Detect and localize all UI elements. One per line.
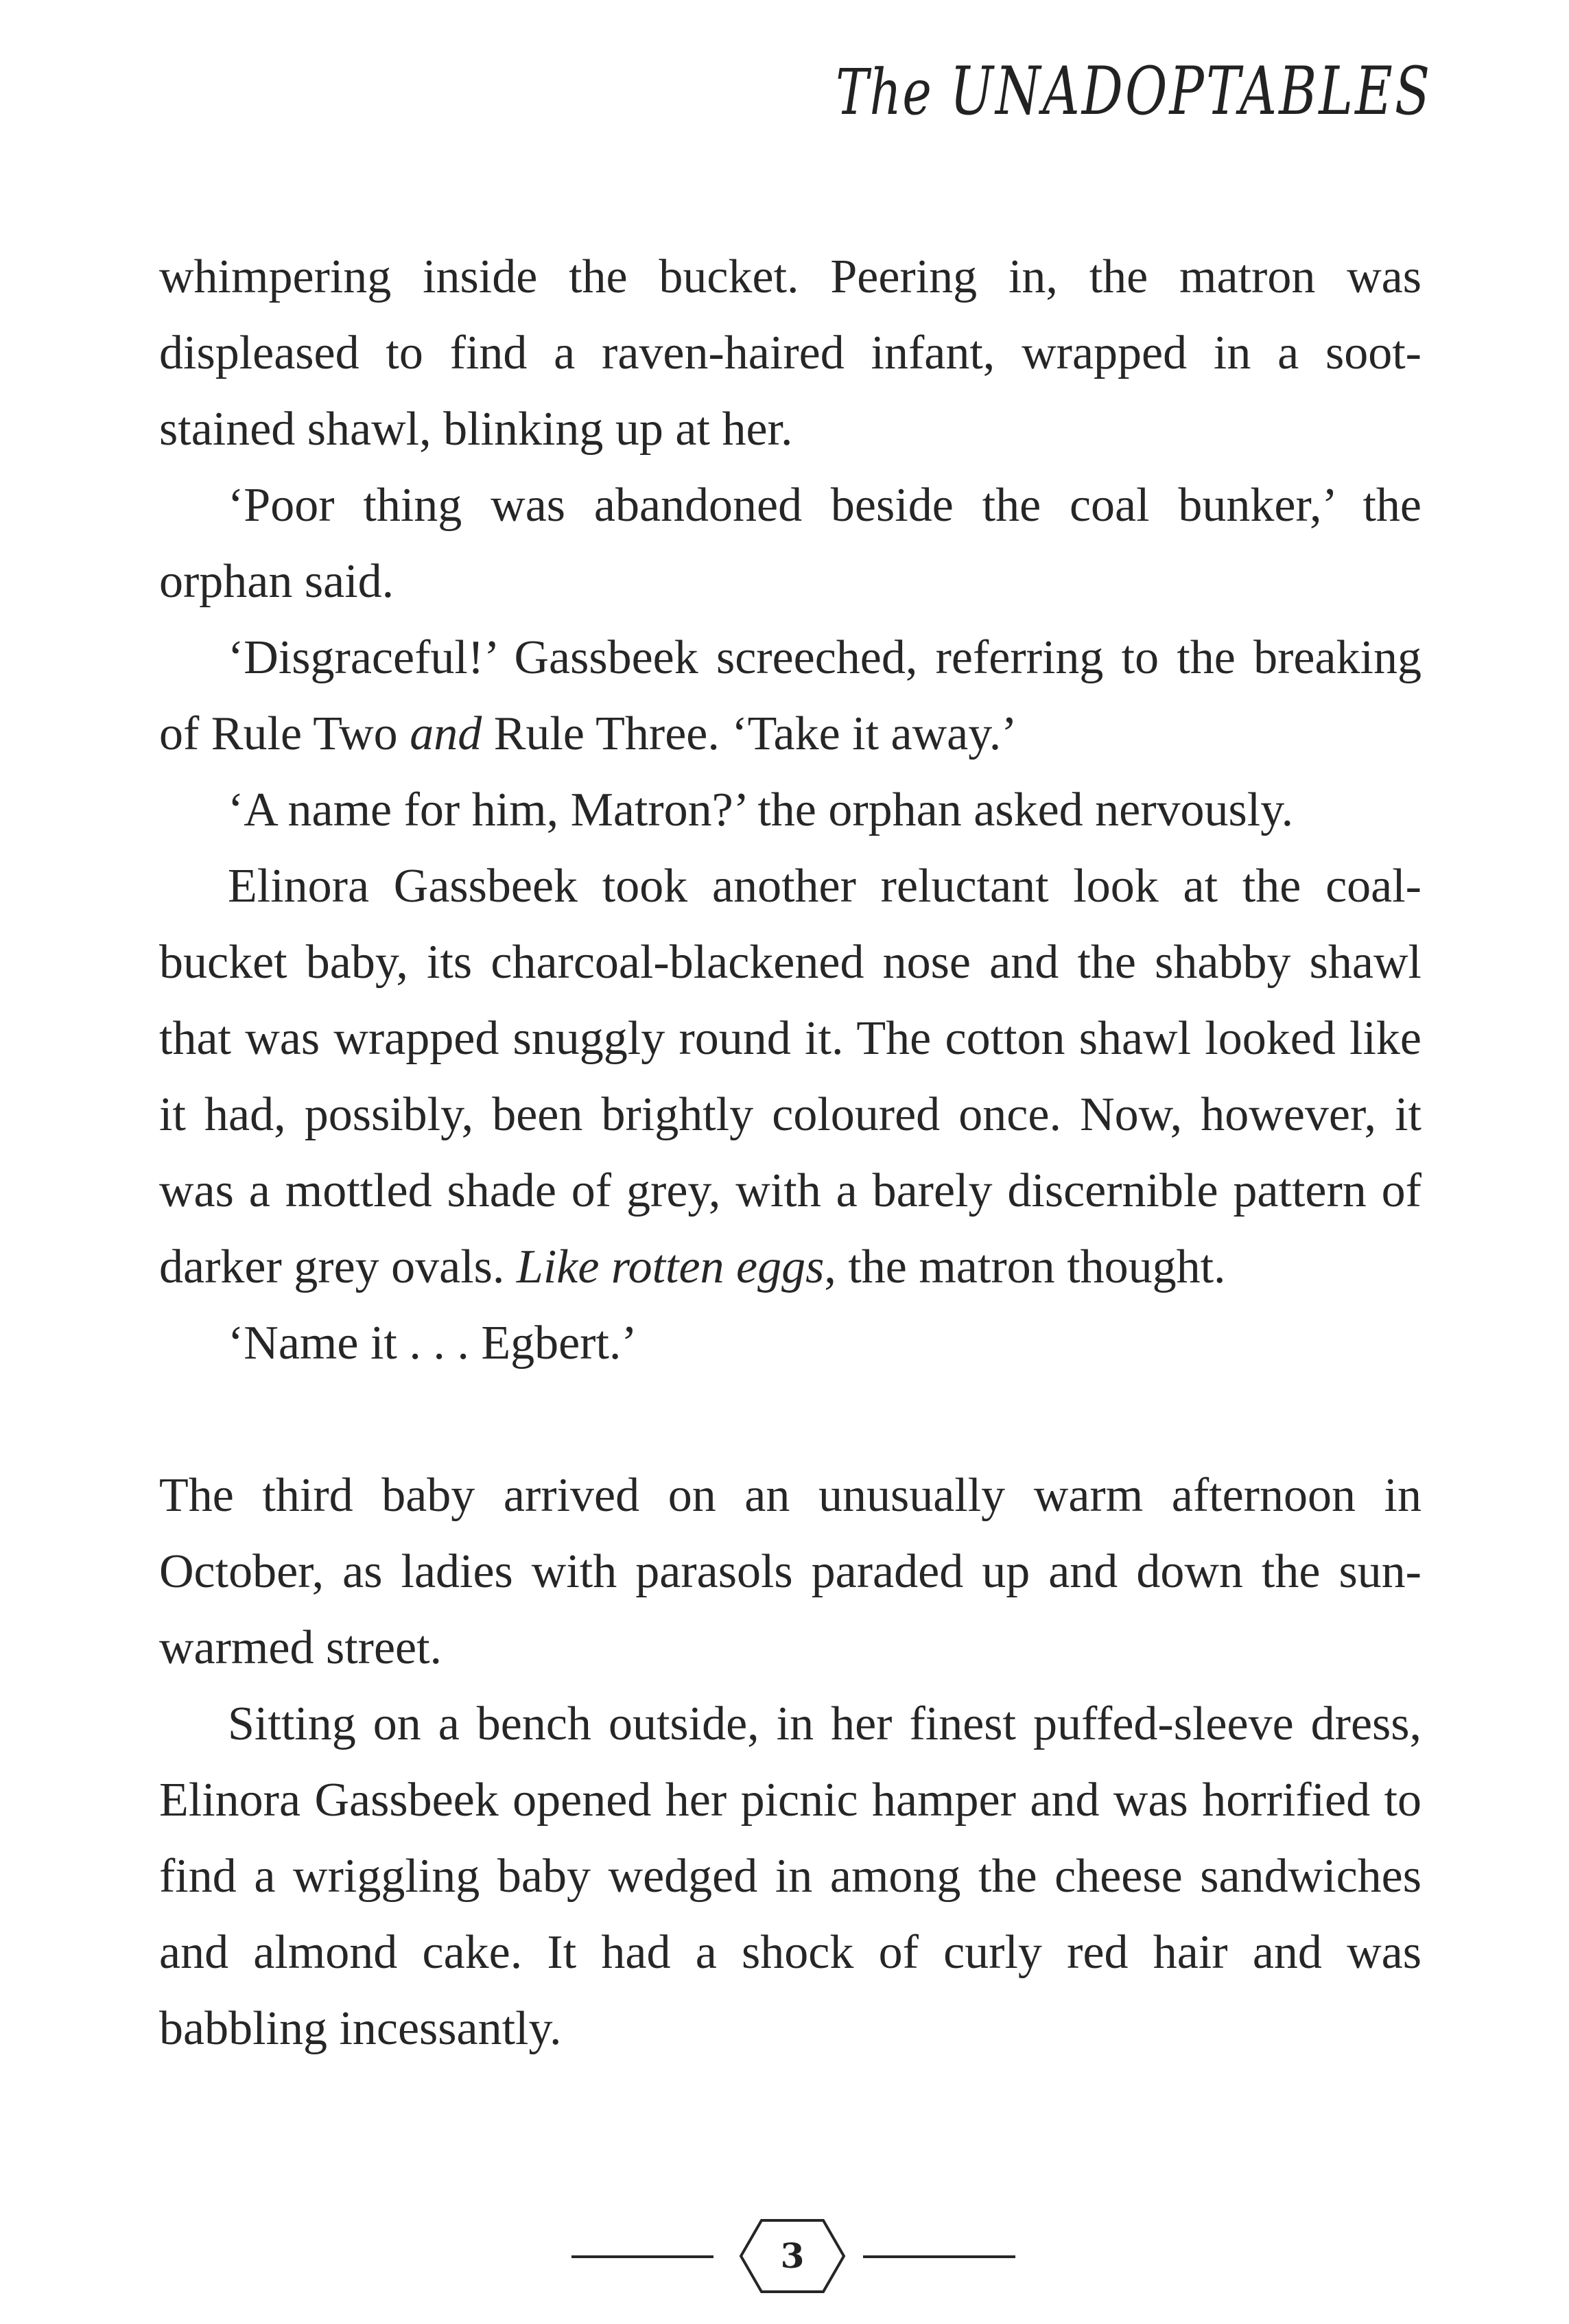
running-head — [835, 53, 1432, 130]
paragraph: Sitting on a bench outside, in her finest puffed-sleeve dress, Elinora Gassbeek opened her picnic hamper and was horrified to find a wriggling baby wedged in among the cheese sandwiches and almond cake. It had a shock of curly red hair and was babbling incessantly. — [159, 1698, 1421, 2055]
paragraph — [159, 848, 1421, 1305]
paragraph: ‘A name for him, Matron?’ the orphan asked nervously. — [228, 784, 1294, 836]
paragraph-text: Elinora Gassbeek took another reluctant look at the coal-bucket baby, its charcoal-blackened nose and the shabby shawl that was wrapped snuggly round it. The cotton shawl looked like it had, possibly, been brightly coloured once. Now, however, it was a mottled shade of grey, with a barely discernible pattern of darker grey ovals. — [159, 860, 1421, 1293]
folio-rule-left — [571, 2255, 713, 2258]
emphasis-text: Like rotten eggs — [516, 1241, 825, 1293]
paragraph: ‘Poor thing was abandoned beside the coal bunker,’ the orphan said. — [159, 479, 1421, 608]
paragraph: ‘Name it . . . Egbert.’ — [228, 1317, 637, 1370]
body-text — [159, 239, 1421, 2067]
running-head-title: UNADOPTABLES — [949, 53, 1432, 130]
paragraph-text: ‘Disgraceful!’ Gassbeek screeched, referring to the breaking of Rule Two — [159, 631, 1421, 760]
page-number: 3 — [780, 2235, 805, 2276]
paragraph-text: Rule Three. ‘Take it away.’ — [482, 707, 1017, 760]
page-folio — [0, 2215, 1569, 2297]
running-head-the: The — [835, 56, 933, 129]
paragraph-text: , the matron thought. — [824, 1241, 1226, 1293]
paragraph: whimpering inside the bucket. Peering in, the matron was displeased to find a raven-haired infant, wrapped in a soot-stained shawl, blinking up at her. — [159, 250, 1421, 456]
emphasis-text: and — [410, 707, 482, 760]
folio-rule-right — [863, 2255, 1015, 2258]
paragraph — [159, 620, 1421, 772]
paragraph: The third baby arrived on an unusually warm afternoon in October, as ladies with parasols paraded up and down the sun-warmed street. — [159, 1469, 1421, 1674]
